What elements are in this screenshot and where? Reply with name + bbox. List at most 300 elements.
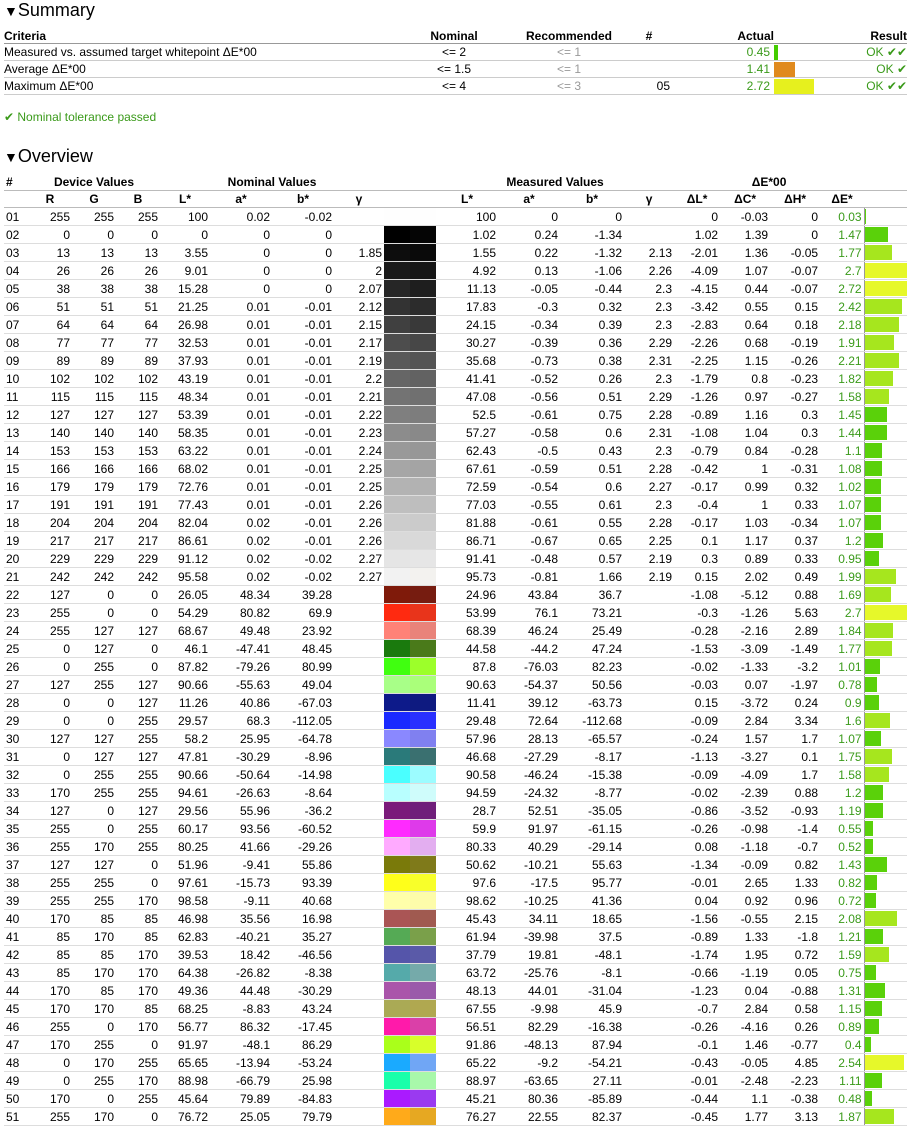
overview-cell: 1.44	[820, 424, 864, 442]
overview-cell: 40.86	[210, 694, 272, 712]
overview-cell: 39.12	[498, 694, 560, 712]
overview-cell	[624, 604, 674, 622]
overview-cell: 97.6	[436, 874, 498, 892]
overview-cell: 79.89	[210, 1090, 272, 1108]
overview-row	[4, 226, 907, 244]
overview-cell: -9.2	[498, 1054, 560, 1072]
overview-cell: 80.82	[210, 604, 272, 622]
overview-cell: 1	[720, 460, 770, 478]
overview-heading[interactable]	[0, 146, 93, 167]
overview-cell: 45.43	[436, 910, 498, 928]
overview-cell: 82.04	[160, 514, 210, 532]
overview-cell: 1.36	[720, 244, 770, 262]
patch-swatch	[384, 910, 436, 928]
de-bar-cell	[864, 208, 907, 226]
overview-cell: 26	[4, 658, 28, 676]
overview-cell: 2.07	[334, 280, 384, 298]
overview-cell: 204	[116, 514, 160, 532]
overview-cell: 140	[116, 424, 160, 442]
overview-cell: 13	[4, 424, 28, 442]
overview-header-idx: #	[4, 174, 28, 191]
overview-cell: 64	[72, 316, 116, 334]
overview-cell: 1.57	[720, 730, 770, 748]
overview-cell: 90.66	[160, 766, 210, 784]
overview-cell	[334, 658, 384, 676]
overview-cell: 255	[28, 1108, 72, 1126]
overview-cell: 36.7	[560, 586, 624, 604]
overview-cell: 54.29	[160, 604, 210, 622]
overview-cell: 85	[28, 928, 72, 946]
overview-cell: 170	[116, 964, 160, 982]
overview-cell	[624, 658, 674, 676]
overview-cell: 255	[116, 712, 160, 730]
overview-cell: 0.84	[720, 442, 770, 460]
measured-swatch	[410, 514, 436, 531]
overview-cell	[624, 784, 674, 802]
measured-swatch	[410, 388, 436, 405]
overview-cell: 0	[210, 262, 272, 280]
nominal-swatch	[384, 820, 410, 837]
overview-row	[4, 460, 907, 478]
overview-cell: 11.26	[160, 694, 210, 712]
overview-cell: -48.1	[210, 1036, 272, 1054]
overview-cell: 11	[4, 388, 28, 406]
patch-swatch	[384, 622, 436, 640]
overview-cell: 67.61	[436, 460, 498, 478]
overview-cell: 0.01	[210, 406, 272, 424]
overview-cell	[624, 892, 674, 910]
overview-cell: 91.41	[436, 550, 498, 568]
overview-cell: 127	[116, 676, 160, 694]
overview-cell: 1.02	[820, 478, 864, 496]
overview-cell: -0.01	[272, 352, 334, 370]
overview-cell: 9.01	[160, 262, 210, 280]
overview-cell: 80.33	[436, 838, 498, 856]
de-bar	[865, 1091, 873, 1106]
overview-cell: 153	[28, 442, 72, 460]
overview-cell	[334, 1018, 384, 1036]
overview-row	[4, 1000, 907, 1018]
overview-cell: 69.9	[272, 604, 334, 622]
overview-cell: 29.56	[160, 802, 210, 820]
overview-cell: -35.05	[560, 802, 624, 820]
overview-cell: 0	[116, 604, 160, 622]
de-bar	[865, 893, 876, 908]
overview-cell: -2.23	[770, 1072, 820, 1090]
overview-cell: 0	[72, 820, 116, 838]
overview-cell: 127	[116, 802, 160, 820]
overview-cell: -0.42	[674, 460, 720, 478]
overview-cell: 2.42	[820, 298, 864, 316]
overview-cell: 0	[72, 802, 116, 820]
overview-cell: 0	[116, 226, 160, 244]
overview-cell: -0.44	[560, 280, 624, 298]
nominal-swatch	[384, 1108, 410, 1125]
overview-cell: -0.07	[770, 262, 820, 280]
measured-swatch	[410, 802, 436, 819]
overview-cell: -0.01	[674, 1072, 720, 1090]
overview-subheader: G	[72, 191, 116, 208]
overview-cell: 46	[4, 1018, 28, 1036]
overview-cell: 50	[4, 1090, 28, 1108]
overview-cell: -1.79	[674, 370, 720, 388]
de-bar-cell	[864, 838, 907, 856]
overview-cell: 0.89	[820, 1018, 864, 1036]
nominal-swatch	[384, 658, 410, 675]
overview-cell: 44.01	[498, 982, 560, 1000]
overview-cell: 2.31	[624, 424, 674, 442]
overview-cell: -112.68	[560, 712, 624, 730]
overview-cell: -0.67	[498, 532, 560, 550]
de-bar-cell	[864, 1054, 907, 1072]
overview-cell: 37.5	[560, 928, 624, 946]
de-bar-cell	[864, 478, 907, 496]
de-bar-cell	[864, 856, 907, 874]
overview-cell: 1.6	[820, 712, 864, 730]
overview-cell: 0.08	[674, 838, 720, 856]
nominal-swatch	[384, 1054, 410, 1071]
patch-swatch	[384, 820, 436, 838]
overview-cell: 217	[28, 532, 72, 550]
nominal-swatch	[384, 406, 410, 423]
overview-cell: -10.21	[498, 856, 560, 874]
overview-cell: 242	[116, 568, 160, 586]
overview-cell: 3.13	[770, 1108, 820, 1126]
measured-swatch	[410, 1036, 436, 1053]
overview-cell: -0.43	[674, 1054, 720, 1072]
overview-cell: 0.32	[560, 298, 624, 316]
overview-cell: 41.41	[436, 370, 498, 388]
overview-cell	[624, 730, 674, 748]
overview-cell: 49.48	[210, 622, 272, 640]
overview-cell: -0.7	[770, 838, 820, 856]
overview-cell: 40.29	[498, 838, 560, 856]
de-bar	[865, 353, 899, 368]
overview-cell: 0.26	[770, 1018, 820, 1036]
overview-cell: 1.31	[820, 982, 864, 1000]
overview-row	[4, 370, 907, 388]
overview-cell: 166	[116, 460, 160, 478]
overview-cell: 166	[28, 460, 72, 478]
overview-row	[4, 316, 907, 334]
overview-cell: -8.96	[272, 748, 334, 766]
de-bar-cell	[864, 658, 907, 676]
overview-cell	[334, 208, 384, 226]
overview-cell: 25.95	[210, 730, 272, 748]
overview-cell: 19	[4, 532, 28, 550]
overview-cell: -1.53	[674, 640, 720, 658]
measured-swatch	[410, 604, 436, 621]
overview-cell: 94.61	[160, 784, 210, 802]
overview-cell: 57.27	[436, 424, 498, 442]
de-bar	[865, 947, 890, 962]
de-bar-cell	[864, 1036, 907, 1054]
overview-cell: -3.2	[770, 658, 820, 676]
overview-cell: 0.13	[498, 262, 560, 280]
overview-cell: 0.43	[560, 442, 624, 460]
overview-cell: 0.01	[210, 478, 272, 496]
disclosure-triangle-icon[interactable]: ▼	[4, 149, 18, 165]
overview-row	[4, 910, 907, 928]
measured-swatch	[410, 730, 436, 747]
overview-cell: 2.26	[334, 532, 384, 550]
overview-cell	[624, 1000, 674, 1018]
overview-cell: 12	[4, 406, 28, 424]
overview-row	[4, 334, 907, 352]
overview-cell: 127	[28, 856, 72, 874]
overview-cell: 77.03	[436, 496, 498, 514]
measured-swatch	[410, 748, 436, 765]
overview-cell: 102	[28, 370, 72, 388]
overview-row	[4, 748, 907, 766]
overview-cell: 22	[4, 586, 28, 604]
overview-cell: 0	[72, 604, 116, 622]
overview-cell: 33	[4, 784, 28, 802]
overview-cell: 48.34	[160, 388, 210, 406]
nominal-swatch	[384, 892, 410, 909]
overview-cell: 27.11	[560, 1072, 624, 1090]
measured-swatch	[410, 892, 436, 909]
overview-row	[4, 892, 907, 910]
de-bar-cell	[864, 1090, 907, 1108]
overview-cell: -1.33	[720, 658, 770, 676]
overview-cell	[624, 838, 674, 856]
overview-row	[4, 208, 907, 226]
overview-cell: 0.61	[560, 496, 624, 514]
overview-cell	[334, 1036, 384, 1054]
summary-heading[interactable]	[0, 0, 95, 21]
overview-cell: 1.04	[720, 424, 770, 442]
overview-cell: 1.33	[770, 874, 820, 892]
overview-cell: 2.25	[624, 532, 674, 550]
overview-cell: 255	[28, 604, 72, 622]
overview-cell: 170	[116, 1072, 160, 1090]
overview-cell: -0.3	[674, 604, 720, 622]
patch-swatch	[384, 1072, 436, 1090]
overview-cell: 95.77	[560, 874, 624, 892]
overview-row	[4, 478, 907, 496]
overview-cell: 102	[116, 370, 160, 388]
overview-cell: 2.27	[334, 550, 384, 568]
overview-cell: 0.72	[770, 946, 820, 964]
overview-cell: 4.92	[436, 262, 498, 280]
overview-cell: -17.45	[272, 1018, 334, 1036]
overview-cell: -0.02	[272, 550, 334, 568]
overview-subheader-blank	[4, 191, 28, 208]
overview-cell: 170	[28, 784, 72, 802]
measured-swatch	[410, 1054, 436, 1071]
summary-nominal: <= 4	[394, 78, 514, 95]
overview-cell: 0.01	[210, 370, 272, 388]
overview-cell	[334, 874, 384, 892]
overview-cell: 1.58	[820, 766, 864, 784]
overview-cell: 255	[116, 1054, 160, 1072]
overview-cell: 18.65	[560, 910, 624, 928]
overview-cell: 0.18	[770, 316, 820, 334]
patch-swatch	[384, 460, 436, 478]
de-bar-cell	[864, 424, 907, 442]
overview-row	[4, 406, 907, 424]
overview-cell: 82.29	[498, 1018, 560, 1036]
overview-cell: 229	[28, 550, 72, 568]
overview-cell: 0.02	[210, 208, 272, 226]
overview-cell: 62.43	[436, 442, 498, 460]
summary-num: 05	[624, 78, 674, 95]
overview-cell: 140	[72, 424, 116, 442]
overview-cell: 82.37	[560, 1108, 624, 1126]
de-bar	[865, 821, 874, 836]
overview-cell: -0.86	[674, 802, 720, 820]
overview-cell: 0	[210, 280, 272, 298]
overview-subheader: L*	[160, 191, 210, 208]
overview-cell: 1.2	[820, 532, 864, 550]
overview-cell: 91.86	[436, 1036, 498, 1054]
overview-cell	[334, 1090, 384, 1108]
overview-cell: 2.65	[720, 874, 770, 892]
overview-cell: 1.03	[720, 514, 770, 532]
measured-swatch	[410, 442, 436, 459]
overview-cell: 0.01	[210, 298, 272, 316]
overview-cell: 0.55	[720, 298, 770, 316]
overview-cell: 1.21	[820, 928, 864, 946]
overview-cell	[334, 604, 384, 622]
overview-row	[4, 784, 907, 802]
overview-cell: 56.77	[160, 1018, 210, 1036]
de-bar	[865, 317, 899, 332]
nominal-swatch	[384, 550, 410, 567]
patch-swatch	[384, 226, 436, 244]
disclosure-triangle-icon[interactable]: ▼	[4, 3, 18, 19]
overview-cell: -1.97	[770, 676, 820, 694]
overview-cell: 55.63	[560, 856, 624, 874]
measured-swatch	[410, 316, 436, 333]
summary-result: OK ✔✔	[814, 78, 907, 95]
overview-cell: -1.49	[770, 640, 820, 658]
overview-cell: 127	[116, 694, 160, 712]
overview-subheader-swatch	[384, 191, 436, 208]
overview-cell: 85	[28, 964, 72, 982]
overview-cell: 0.04	[720, 982, 770, 1000]
overview-cell: 255	[28, 874, 72, 892]
overview-cell: 0.01	[210, 334, 272, 352]
overview-row	[4, 352, 907, 370]
overview-cell: 0.82	[820, 874, 864, 892]
overview-subheader: R	[28, 191, 72, 208]
overview-cell: 0.3	[770, 424, 820, 442]
overview-cell: 72.76	[160, 478, 210, 496]
de-bar	[865, 839, 873, 854]
overview-cell: 13	[116, 244, 160, 262]
overview-row	[4, 262, 907, 280]
overview-cell: 18.42	[210, 946, 272, 964]
overview-cell: 46.24	[498, 622, 560, 640]
overview-row	[4, 568, 907, 586]
overview-cell: 229	[72, 550, 116, 568]
overview-cell: 0	[28, 640, 72, 658]
overview-cell: 43.24	[272, 1000, 334, 1018]
overview-cell: 1.45	[820, 406, 864, 424]
overview-cell	[624, 910, 674, 928]
overview-cell: -60.52	[272, 820, 334, 838]
overview-cell: 30	[4, 730, 28, 748]
overview-cell: 2.28	[624, 460, 674, 478]
nominal-swatch	[384, 514, 410, 531]
overview-cell: 1.7	[770, 766, 820, 784]
overview-cell: -0.45	[674, 1108, 720, 1126]
overview-cell	[624, 1036, 674, 1054]
patch-swatch	[384, 370, 436, 388]
overview-cell: -0.31	[770, 460, 820, 478]
overview-cell: -3.72	[720, 694, 770, 712]
de-bar	[865, 443, 882, 458]
overview-cell: 86.61	[160, 532, 210, 550]
overview-cell: 2.15	[770, 910, 820, 928]
overview-cell	[334, 1108, 384, 1126]
patch-swatch	[384, 586, 436, 604]
overview-cell: 1.77	[820, 244, 864, 262]
overview-cell: 0.02	[210, 532, 272, 550]
de-bar-cell	[864, 694, 907, 712]
overview-cell: 0	[272, 280, 334, 298]
overview-cell: 1.7	[770, 730, 820, 748]
de-bar-cell	[864, 604, 907, 622]
de-bar	[865, 983, 885, 998]
overview-cell: 140	[28, 424, 72, 442]
nominal-swatch	[384, 946, 410, 963]
de-bar-cell	[864, 802, 907, 820]
overview-cell: -3.42	[674, 298, 720, 316]
de-bar-cell	[864, 892, 907, 910]
overview-cell: -0.89	[674, 406, 720, 424]
measured-swatch	[410, 568, 436, 585]
summary-actual: 2.72	[674, 78, 774, 95]
de-bar-cell	[864, 586, 907, 604]
overview-row	[4, 982, 907, 1000]
overview-row	[4, 820, 907, 838]
overview-cell: 48	[4, 1054, 28, 1072]
overview-cell: 1.55	[436, 244, 498, 262]
overview-cell: 127	[72, 640, 116, 658]
measured-swatch	[410, 298, 436, 315]
overview-cell	[624, 622, 674, 640]
overview-cell: 39.53	[160, 946, 210, 964]
summary-recommended: <= 1	[514, 61, 624, 78]
overview-header-device: Device Values	[28, 174, 160, 191]
de-bar-cell	[864, 748, 907, 766]
overview-cell: 0	[72, 586, 116, 604]
nominal-swatch	[384, 982, 410, 999]
overview-cell: 2.2	[334, 370, 384, 388]
overview-cell: 38	[72, 280, 116, 298]
patch-swatch	[384, 928, 436, 946]
overview-cell	[334, 802, 384, 820]
overview-cell: 170	[116, 946, 160, 964]
overview-cell: 0.58	[770, 1000, 820, 1018]
overview-cell: 35.56	[210, 910, 272, 928]
summary-recommended: <= 3	[514, 78, 624, 95]
overview-cell: 01	[4, 208, 28, 226]
overview-cell: -29.26	[272, 838, 334, 856]
overview-cell: 51	[28, 298, 72, 316]
overview-cell: 48.13	[436, 982, 498, 1000]
de-bar-cell	[864, 622, 907, 640]
overview-cell: -1.56	[674, 910, 720, 928]
overview-cell: 0	[770, 208, 820, 226]
overview-cell: -0.05	[498, 280, 560, 298]
overview-cell: 63.72	[436, 964, 498, 982]
overview-cell: 1.39	[720, 226, 770, 244]
overview-cell	[334, 622, 384, 640]
